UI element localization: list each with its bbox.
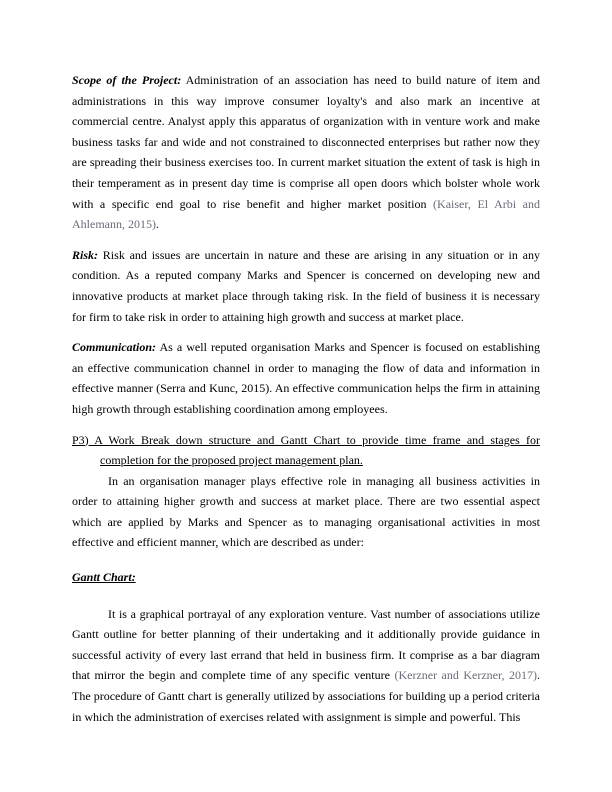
risk-text: Risk and issues are uncertain in nature and these are arising in any situation or in any condition. As a reputed company Marks and Spencer is concerned on developing new and innovative products at market place through taking risk. In the field of business it is necessary for firm to take risk in order to attaining high growth and success at market place. (72, 247, 540, 324)
communication-text: As a well reputed organisation Marks and Spencer is focused on establishing an effective communication channel in order to managing the flow of data and information in effective manner (Serra and Kunc, 2015). An effective communication helps the firm in attaining high growth through establishing coordination among employees. (72, 340, 540, 416)
p3-intro-paragraph: In an organisation manager plays effective role in managing all business activities in order to attaining higher growth and success at market place. There are two essential aspect which are applied by Marks and Spencer as to managing organisational activities in most effective and efficient manner, which are described as under: (72, 473, 540, 550)
scope-citation: (Kaiser, El Arbi and Ahlemann, 2015) (72, 196, 540, 232)
gantt-heading: Gantt Chart: (72, 570, 136, 585)
gantt-heading-line (72, 567, 540, 588)
communication-paragraph (72, 337, 540, 419)
scope-end: . (155, 217, 159, 232)
risk-heading: Risk: (72, 247, 99, 262)
gantt-citation: (Kerzner and Kerzner, 2017) (394, 668, 537, 683)
communication-heading: Communication: (72, 340, 157, 355)
scope-text: Administration of an association has need to build nature of item and administrations in this way improve consumer loyalty's and also mark an incentive at commercial centre. Analyst apply this apparatus of organization with in venture work and make business tasks far and wide and not constrained to disconnected enterprises but rather now they are spreading their business exercises too. In current market situation the extent of task is high in their temperament as in present day time is comprise all open doors which bolster whole work with a specific end goal to rise benefit and higher market position (72, 73, 540, 211)
scope-heading: Scope of the Project: (72, 73, 182, 87)
risk-paragraph (72, 245, 540, 327)
gantt-paragraph (72, 604, 540, 728)
gantt-text: It is a graphical portrayal of any exploration venture. Vast number of associations utilize Gantt outline for better planning of their undertaking and it additionally provide guidance in successful activity of every last errand that held in business firm. It comprise as a bar diagram that mirror the begin and complete time of any specific venture (72, 606, 540, 683)
document-page (72, 70, 540, 727)
p3-heading: P3) A Work Break down structure and Gantt Chart to provide time frame and stages for completion for the proposed project management plan. (72, 432, 540, 468)
gantt-text-continued: . The procedure of Gantt chart is generally utilized by associations for building up a period criteria in which the administration of exercises related with assignment is simple and powerful. This (72, 668, 540, 724)
scope-paragraph (72, 70, 540, 235)
